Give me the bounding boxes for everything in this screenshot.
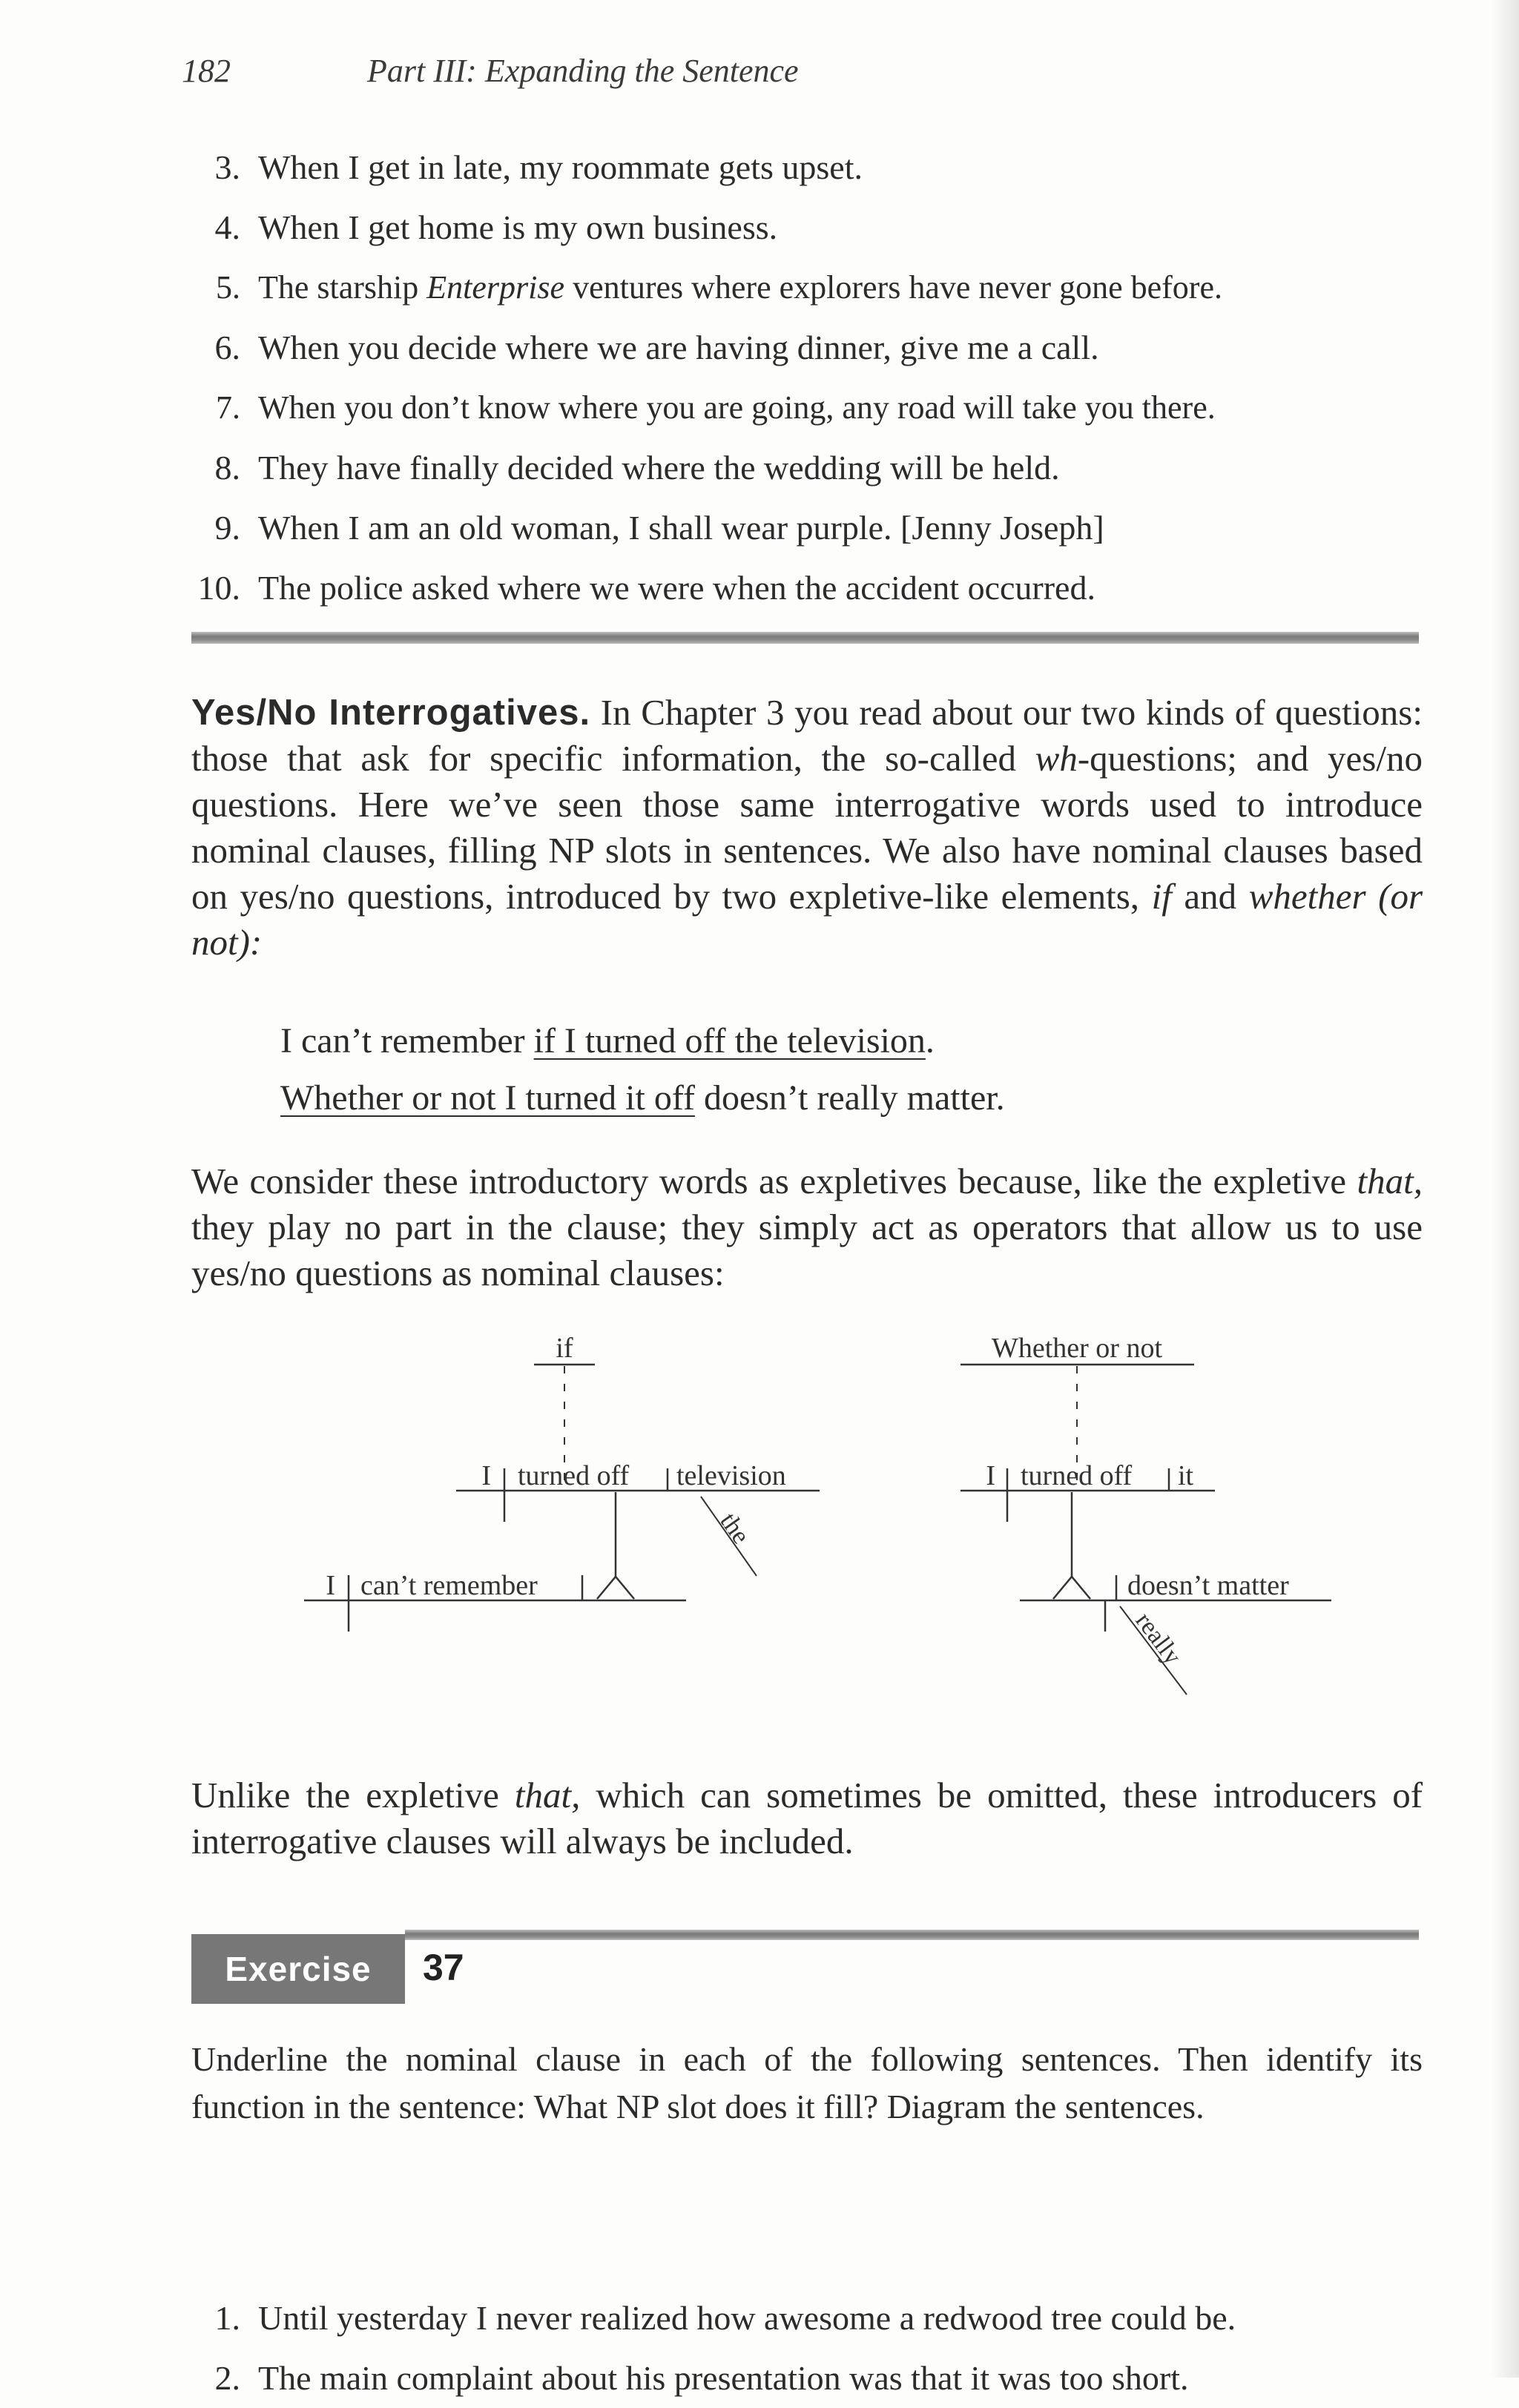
item-text: Until yesterday I never realized how awesome a redwood tree could be. (258, 2299, 1236, 2337)
item-number: 10. (197, 569, 240, 607)
list-item (191, 377, 1222, 438)
item-number: 6. (214, 329, 240, 366)
item-number: 5. (216, 269, 240, 306)
exercise-instructions: Underline the nominal clause in each of the following sentences. Then identify its function in the sentence: What NP slot does it fill? Diagram the sentences. (191, 2040, 1423, 2125)
paragraph-text: and (1171, 876, 1249, 917)
pedestal (1053, 1577, 1090, 1599)
item-text: The police asked where we were when the accident occurred. (258, 569, 1095, 607)
expletive-paragraph (191, 1158, 1423, 1296)
diagram-word: television (676, 1460, 786, 1491)
list-item (191, 558, 1222, 618)
item-text: When you don’t know where you are going, any road will take you there. (258, 389, 1216, 426)
example-text: I can’t remember (280, 1021, 534, 1060)
paragraph-italic: whether (or not): (191, 876, 1423, 963)
list-item (191, 197, 1222, 257)
diagram-word: I (326, 1570, 335, 1601)
item-number: 1. (214, 2299, 240, 2337)
underlined-clause: if I turned off the television (533, 1021, 926, 1060)
list-item (191, 2348, 1236, 2408)
example-sentence-2 (280, 1069, 1005, 1127)
section-heading: Yes/No Interrogatives. (191, 693, 591, 733)
running-header (182, 52, 799, 90)
example-text: doesn’t really matter. (694, 1078, 1005, 1118)
item-text: They have finally decided where the wedding will be held. (258, 449, 1060, 486)
diagram-word: if (556, 1333, 573, 1364)
page-edge-shadow (1491, 0, 1519, 2378)
item-text: The starship (258, 269, 427, 306)
sentence-list (191, 137, 1222, 618)
list-item (191, 438, 1222, 498)
yes-no-paragraph (191, 690, 1423, 966)
diagram-word: really (1130, 1607, 1187, 1670)
diagram-word: I (481, 1460, 491, 1491)
item-number: 4. (214, 208, 240, 246)
item-text: When I am an old woman, I shall wear purple. [Jenny Joseph] (258, 509, 1104, 547)
list-item (191, 257, 1222, 317)
item-text: When I get in late, my roommate gets upset. (258, 148, 863, 186)
diagram-right (961, 1333, 1331, 1695)
closing-paragraph (191, 1772, 1423, 1864)
underlined-clause: Whether or not I turned it off (280, 1078, 695, 1118)
item-text: The main complaint about his presentation was that it was too short. (258, 2359, 1189, 2397)
paragraph-italic: that, (514, 1775, 581, 1815)
list-item (191, 2288, 1236, 2348)
diagram-word: it (1178, 1460, 1194, 1491)
list-item (191, 498, 1222, 558)
item-text: ventures where explorers have never gone before. (564, 269, 1222, 306)
exercise-label: Exercise (191, 1934, 405, 2004)
paragraph-text: which can sometimes be omitted, these introducers of interrogative clauses will always be included. (191, 1775, 1423, 1861)
diagram-word: Whether or not (991, 1333, 1163, 1364)
diagram-word: turned off (1021, 1460, 1133, 1491)
paragraph-italic: if (1151, 876, 1172, 917)
paragraph-text: -questions; and yes/no questions. Here we’ve seen those same interrogative words used to introduce nominal clauses, filling NP slots in sentences. We also have nominal clauses based on yes/no questions, introduced by two expletive-like elements, (191, 738, 1423, 917)
item-text: When I get home is my own business. (258, 208, 778, 246)
item-italic-text: Enterprise (426, 269, 565, 306)
item-number: 7. (216, 389, 240, 426)
exercise-list (191, 2288, 1236, 2408)
item-number: 9. (214, 509, 240, 547)
item-number: 3. (214, 148, 240, 186)
list-item (191, 137, 1222, 197)
diagram-word: I (986, 1460, 995, 1491)
exercise-number: 37 (423, 1947, 464, 1988)
paragraph-text: Unlike the expletive (191, 1775, 515, 1815)
paragraph-text: they play no part in the clause; they simply act as operators that allow us to use yes/no questions as nominal clauses: (191, 1207, 1423, 1293)
paragraph-italic: that, (1357, 1161, 1423, 1201)
list-item (191, 317, 1222, 377)
running-title: Part III: Expanding the Sentence (367, 53, 799, 89)
paragraph-text: We consider these introductory words as expletives because, like the expletive (191, 1161, 1357, 1201)
paragraph-italic: wh (1035, 738, 1078, 779)
section-divider (191, 632, 1419, 644)
diagram-left (304, 1333, 820, 1632)
diagram-word: can’t remember (360, 1570, 538, 1601)
sentence-diagrams (282, 1327, 1350, 1743)
item-text: When you decide where we are having dinner, give me a call. (258, 329, 1099, 366)
example-sentence-1 (280, 1012, 935, 1070)
exercise-divider (405, 1930, 1419, 1940)
diagram-word: turned off (518, 1460, 630, 1491)
example-text: . (925, 1021, 935, 1060)
diagram-word: the (714, 1508, 755, 1549)
page-number: 182 (182, 53, 231, 89)
paragraph-text: In Chapter 3 you read about our two kinds of questions: those that ask for specific information, the so-called (191, 692, 1423, 779)
pedestal (597, 1577, 634, 1599)
diagram-word: doesn’t matter (1127, 1570, 1289, 1601)
item-number: 8. (214, 449, 240, 486)
item-number: 2. (214, 2359, 240, 2397)
